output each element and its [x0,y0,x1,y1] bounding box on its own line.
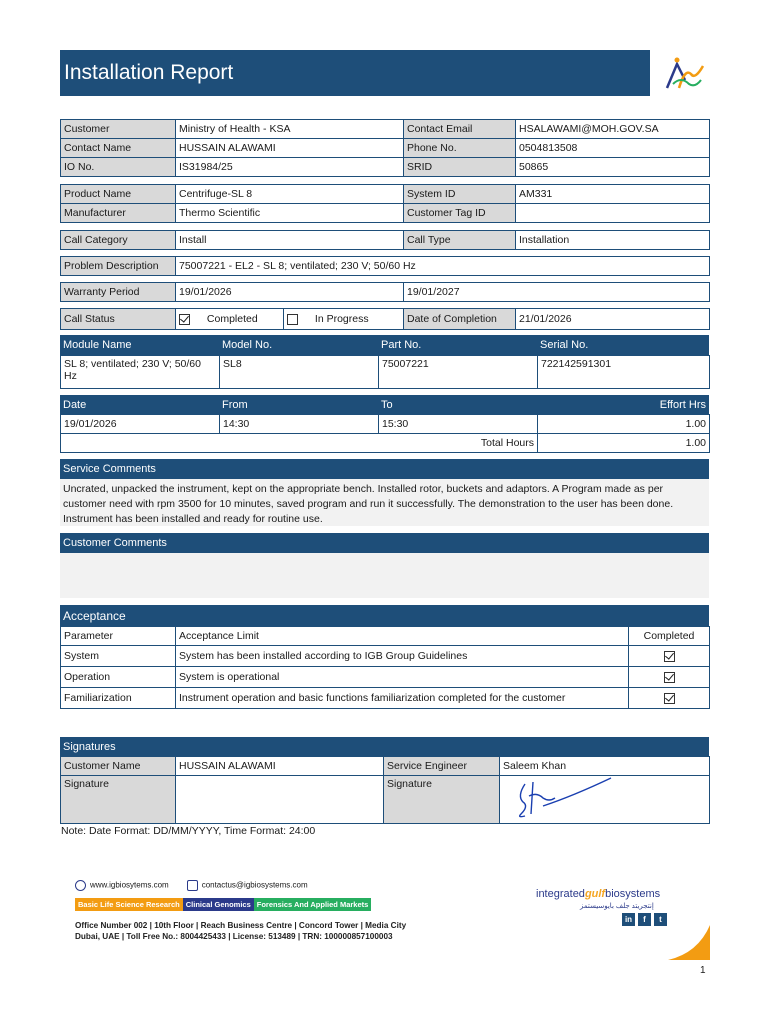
service-comments-text: Uncrated, unpacked the instrument, kept on the appropriate bench. Installed rotor, buckets and adaptors. A Program made as per customer need with rpm 3500 for 10 minutes, saved program and run it successfully. The demonstration to the user has been done. Instrument has been installed and ready for routine use. [60,479,709,526]
effort-hrs-value: 1.00 [538,415,710,434]
tag-life-science: Basic Life Science Research [75,898,183,911]
warranty-start: 19/01/2026 [176,283,404,302]
status-inprogress-cell [284,309,404,330]
sig-customer-name-label: Customer Name [61,757,176,776]
service-engineer-label: Service Engineer [384,757,500,776]
io-label: IO No. [61,158,176,177]
total-hours-label: Total Hours [61,434,538,453]
warranty-table [60,282,710,302]
customer-signature-label: Signature [61,776,176,824]
system-id-value: AM331 [516,185,710,204]
service-engineer-value: Saleem Khan [500,757,710,776]
report-header [60,50,650,96]
igb-logo-icon [655,50,709,96]
to-header: To [381,399,393,411]
effort-hrs-header: Effort Hrs [659,399,706,411]
date-header: Date [63,399,87,411]
call-type-label: Call Type [404,231,516,250]
effort-header [60,395,709,415]
phone-label: Phone No. [404,139,516,158]
engineer-signature-box [500,776,710,824]
globe-icon [75,880,86,891]
brand-c: biosystems [605,888,661,900]
brand-name [536,888,660,900]
acceptance-limit-familiarization: Instrument operation and basic functions familiarization completed for the customer [176,688,629,709]
page-title: Installation Report [64,61,234,84]
total-hours-value: 1.00 [538,434,710,453]
brand-arabic: إنتجريتد جلف بايوسيستمز [580,903,654,910]
email-link[interactable] [187,880,308,891]
website-text: www.igbiosytems.com [90,880,169,890]
mail-icon [187,880,198,891]
io-value: IS31984/25 [176,158,404,177]
handwritten-signature-icon [503,776,613,820]
address-line-1: Office Number 002 | 10th Floor | Reach Business Centre | Concord Tower | Media City [75,921,407,930]
acceptance-header: Acceptance [60,605,709,626]
customer-value: Ministry of Health - KSA [176,120,404,139]
familiarization-completed-checkbox[interactable] [664,693,675,704]
effort-from-value: 14:30 [220,415,379,434]
call-category-table [60,230,710,250]
serial-no-value: 722142591301 [538,356,710,389]
acceptance-param-familiarization: Familiarization [61,688,176,709]
product-name-value: Centrifuge-SL 8 [176,185,404,204]
completion-date-value: 21/01/2026 [516,309,710,330]
customer-info-table [60,119,710,177]
product-table [60,184,710,223]
call-category-label: Call Category [61,231,176,250]
customer-label: Customer [61,120,176,139]
acceptance-limit-system: System has been installed according to IGB Group Guidelines [176,646,629,667]
corner-decoration-icon [668,925,710,960]
problem-value: 75007221 - EL2 - SL 8; ventilated; 230 V; 50/60 Hz [176,257,710,276]
address-line-2: Dubai, UAE | Toll Free No.: 8004425433 | License: 513489 | TRN: 100000857100003 [75,932,393,941]
completed-checkbox[interactable] [179,314,190,325]
customer-comments-header: Customer Comments [60,533,709,553]
customer-tag-label: Customer Tag ID [404,204,516,223]
contact-name-label: Contact Name [61,139,176,158]
signatures-table [60,756,710,824]
footer [75,878,495,942]
call-category-value: Install [176,231,404,250]
business-tags [75,898,495,911]
operation-completed-checkbox[interactable] [664,672,675,683]
company-address [75,920,495,942]
model-no-header: Model No. [222,339,273,351]
inprogress-label: In Progress [314,313,369,325]
serial-no-header: Serial No. [540,339,589,351]
contact-email-value: HSALAWAMI@MOH.GOV.SA [516,120,710,139]
completed-header: Completed [629,627,710,646]
service-comments-header: Service Comments [60,459,709,479]
tag-forensics: Forensics And Applied Markets [254,898,372,911]
page-number: 1 [700,965,706,976]
completed-label: Completed [206,313,258,325]
parameter-header: Parameter [61,627,176,646]
module-header [60,335,709,355]
call-type-value: Installation [516,231,710,250]
phone-value: 0504813508 [516,139,710,158]
status-completed-cell [176,309,284,330]
module-name-header: Module Name [63,339,132,351]
acceptance-param-operation: Operation [61,667,176,688]
module-table [60,355,710,389]
from-header: From [222,399,248,411]
sig-customer-name-value: HUSSAIN ALAWAMI [176,757,384,776]
website-link[interactable] [75,880,169,891]
customer-comments-text [60,553,709,598]
effort-date-value: 19/01/2026 [61,415,220,434]
srid-value: 50865 [516,158,710,177]
part-no-header: Part No. [381,339,422,351]
manufacturer-value: Thermo Scientific [176,204,404,223]
acceptance-table [60,626,710,709]
part-no-value: 75007221 [379,356,538,389]
brand-a: integrated [536,888,585,900]
contact-name-value: HUSSAIN ALAWAMI [176,139,404,158]
facebook-icon[interactable]: f [638,913,651,926]
signatures-header: Signatures [60,737,709,756]
effort-to-value: 15:30 [379,415,538,434]
product-name-label: Product Name [61,185,176,204]
module-name-value: SL 8; ventilated; 230 V; 50/60 Hz [61,356,220,389]
brand-b: gulf [584,888,606,900]
problem-table [60,256,710,276]
linkedin-icon[interactable]: in [622,913,635,926]
acceptance-limit-operation: System is operational [176,667,629,688]
customer-signature-box[interactable] [176,776,384,824]
acceptance-limit-header: Acceptance Limit [176,627,629,646]
contact-email-label: Contact Email [404,120,516,139]
call-status-table [60,308,710,330]
twitter-icon[interactable]: t [654,913,667,926]
call-status-label: Call Status [61,309,176,330]
tag-clinical-genomics: Clinical Genomics [183,898,254,911]
engineer-signature-label: Signature [384,776,500,824]
date-format-note: Note: Date Format: DD/MM/YYYY, Time Format: 24:00 [61,825,316,837]
inprogress-checkbox[interactable] [287,314,298,325]
srid-label: SRID [404,158,516,177]
system-completed-checkbox[interactable] [664,651,675,662]
manufacturer-label: Manufacturer [61,204,176,223]
email-text: contactus@igbiosystems.com [201,880,308,890]
acceptance-param-system: System [61,646,176,667]
model-no-value: SL8 [220,356,379,389]
problem-label: Problem Description [61,257,176,276]
warranty-end: 19/01/2027 [404,283,710,302]
completion-date-label: Date of Completion [404,309,516,330]
system-id-label: System ID [404,185,516,204]
effort-table [60,414,710,453]
warranty-label: Warranty Period [61,283,176,302]
customer-tag-value [516,204,710,223]
social-links [622,913,667,926]
